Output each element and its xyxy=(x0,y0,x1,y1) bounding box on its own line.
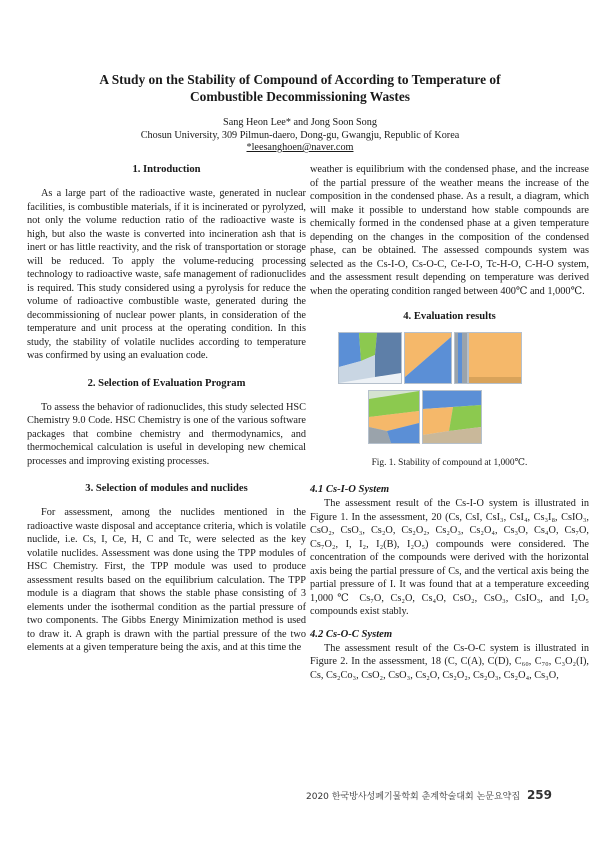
diagram-panel-6 xyxy=(422,390,482,444)
diagram-panel-5 xyxy=(368,390,420,444)
author-names: Sang Heon Lee* and Jong Soon Song xyxy=(223,117,377,128)
paragraph-modules-nuclides: For assessment, among the nuclides mentioned in the radioactive waste disposal and acceptance criteria, which is volatile nuclide, i.e. Cs, I, Ce, H, C and Tc, were selected as the key volatile nuclides. Assessment was done using the TPP modules of HSC Chemistry. First, the TPP module was used to produce assessment results based on the equilibrium calculation. The TPP module is a diagram that shows the stable phase consisting of 3 elements under the isothermal condition as the partial pressure of two components. The Gibbs Energy Minimization method is used to draw it. A graph is drawn with the partial pressure of the two elements at a given temperature being the axis, and at this time the xyxy=(27,507,306,653)
page-footer xyxy=(306,788,552,802)
diagram-1-graphic xyxy=(339,333,401,383)
paragraph-evaluation-program: To assess the behavior of radionuclides, this study selected HSC Chemistry 9.0 Code. HSC Chemistry is one of the various software packages that combine chemistry and thermodynamics, and thermochemical calculation is useful in developing new chemical processes and improving existing processes. xyxy=(27,401,306,467)
diagram-panel-1 xyxy=(338,332,402,384)
left-column xyxy=(27,163,306,655)
title-line-2: Combustible Decommissioning Wastes xyxy=(190,89,410,104)
paper-title xyxy=(0,71,600,105)
diagram-6-graphic xyxy=(423,391,481,443)
diagram-panel-4 xyxy=(468,332,522,384)
diagram-panel-2 xyxy=(404,332,452,384)
diagram-panel-3 xyxy=(454,332,468,384)
page-number: 259 xyxy=(526,788,552,802)
paragraph-modules-nuclides-continued: weather is equilibrium with the condensed phase, and the increase of the partial pressure of the weather means the increase of the composition in the condensed phase. As a result, a diagram, which will make it possible to understand how stable compounds are chemically formed in the condensed phase at a given temperature depending on the changes in the composition of the condensed phase, can be obtained. The assessed compounds system was selected as the Cs-I-O, Cs-O-C, Ce-I-O, Tc-H-O, C-H-O system, and the assessment result depending on temperature was derived when the operating condition ranged between 400℃ and 1,000℃. xyxy=(310,164,589,297)
paragraph-cs-i-o: The assessment result of the Cs-I-O system is illustrated in Figure 1. In the assessment, 20 (Cs, CsI, CsI₃, CsI₄, Cs₃I₈, CsIO₃, CsO₂, CsO₃, Cs₂O, Cs₂O₂, Cs₂O₃, Cs₂O₄, Cs₃O, Cs₄O, Cs₇O, Cs₇O₂, I, I₂, I₂(B), I₂O₅) compounds were considered. The concentration of the compounds were derived with the horizontal axis being the partial pressure of Cs, and the vertical axis being the partial pressure of I. It was found that at a temperature exceeding 1,000℃ Cs₇O, Cs₂O, Cs₄O, CsO₂, CsO₃, CsIO₃, and I₂O₅ compounds exist stably. xyxy=(310,498,589,617)
diagram-4-graphic xyxy=(469,333,521,383)
section-heading-introduction: 1. Introduction xyxy=(132,164,201,175)
figure-stability-diagrams xyxy=(310,332,589,457)
author-email-link[interactable]: *leesanghoen@naver.com xyxy=(246,142,354,154)
affiliation: Chosun University, 309 Pilmun-daero, Dong-gu, Gwangju, Republic of Korea xyxy=(140,129,460,141)
subsection-heading-cs-o-c: 4.2 Cs-O-C System xyxy=(310,628,393,640)
paragraph-introduction: As a large part of the radioactive waste, generated in nuclear facilities, is combustible materials, if it is incinerated or pyrolyzed, not only the volume reduction ratio of the radioactive waste is high, but also the waste is converted into incineration ash that is inert or has little reactivity, and the risk of transportation or storage will be reduced. To apply the volume-reducing processing technology to radioactive waste, safe management of radionuclides is required. This study considered using a pyrolysis for reduce the volume of radioactive combustible waste, generated during the decommissioning of nuclear power plants, in consideration of the temperature and unit process at the operating condition. In this study, the stability of volatile nuclides according to temperature was confirmed by using an evaluation code. xyxy=(27,188,306,361)
diagram-3-graphic xyxy=(455,333,467,383)
author-block xyxy=(0,117,600,155)
figure-caption: Fig. 1. Stability of compound at 1,000℃. xyxy=(371,458,528,468)
section-heading-evaluation-program: 2. Selection of Evaluation Program xyxy=(87,377,246,389)
subsection-heading-cs-i-o: 4.1 Cs-I-O System xyxy=(310,484,390,495)
diagram-5-graphic xyxy=(369,391,419,443)
title-line-1: A Study on the Stability of Compound of According to Temperature of xyxy=(99,72,501,87)
section-heading-modules-nuclides: 3. Selection of modules and nuclides xyxy=(85,483,248,494)
diagram-2-graphic xyxy=(405,333,451,383)
paragraph-cs-o-c: The assessment result of the Cs-O-C system is illustrated in Figure 2. In the assessment, 18 (C, C(A), C(D), C₆₀, C₇₀, C₃O₂(I), Cs, Cs₂Co₃, CsO₂, CsO₃, Cs₂O, Cs₂O₂, Cs₂O₃, Cs₂O₄, Cs₃O, xyxy=(310,642,589,681)
section-heading-evaluation-results: 4. Evaluation results xyxy=(403,311,496,322)
right-column xyxy=(310,163,589,682)
footer-proceedings-text: 2020 한국방사성폐기물학회 춘계학술대회 논문요약집 xyxy=(306,792,521,802)
